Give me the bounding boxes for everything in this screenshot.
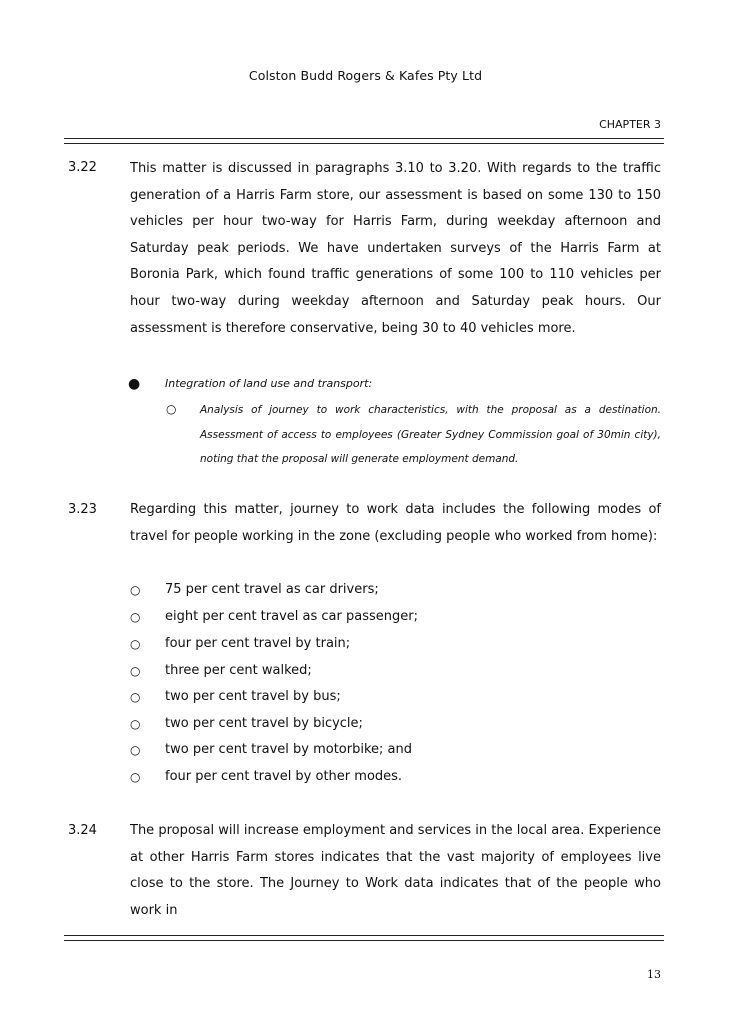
list-circle-icon: ○ — [130, 717, 141, 731]
paragraph-number: 3.24 — [68, 823, 97, 838]
header-rule — [64, 138, 664, 144]
list-circle-icon: ○ — [130, 664, 141, 678]
chapter-label: CHAPTER 3 — [599, 118, 661, 131]
company-header: Colston Budd Rogers & Kafes Pty Ltd — [248, 68, 483, 83]
paragraph-text: Regarding this matter, journey to work data includes the following modes of travel for people working in the zone (excluding people who worked from home): — [130, 502, 661, 544]
list-circle-icon: ○ — [130, 690, 141, 704]
list-circle-icon: ○ — [130, 743, 141, 757]
bullet-text: Integration of land use and transport: — [165, 377, 373, 390]
list-circle-icon: ○ — [130, 770, 141, 784]
list-item: four per cent travel by train; — [165, 636, 351, 651]
list-item: 75 per cent travel as car drivers; — [165, 582, 379, 597]
list-item: four per cent travel by other modes. — [165, 769, 403, 784]
list-item: two per cent travel by motorbike; and — [165, 742, 412, 757]
list-circle-icon: ○ — [130, 610, 141, 624]
sub-bullet-text: Analysis of journey to work characteristics, with the proposal as a destination. Assessment of access to employees (Greater Sydney Commission goal of 30min city), noting that the proposal will generate employment demand. — [200, 404, 661, 465]
list-circle-icon: ○ — [130, 583, 141, 597]
list-item: two per cent travel by bus; — [165, 689, 341, 704]
bullet-dot-icon: ● — [128, 376, 141, 392]
list-item: two per cent travel by bicycle; — [165, 716, 363, 731]
paragraph-text: This matter is discussed in paragraphs 3.10 to 3.20. With regards to the traffic generation of a Harris Farm store, our assessment is based on some 130 to 150 vehicles per hour two-way for Harris Farm, during weekday afternoon and Saturday peak periods. We have undertaken surveys of the Harris Farm at Boronia Park, which found traffic generations of some 100 to 110 vehicles per hour two-way during weekday afternoon and Saturday peak hours. Our assessment is therefore conservative, being 30 to 40 vehicles more. — [130, 161, 661, 336]
list-item: eight per cent travel as car passenger; — [165, 609, 418, 624]
list-item: three per cent walked; — [165, 663, 312, 678]
footer-rule — [64, 935, 664, 941]
page-number: 13 — [647, 968, 661, 981]
sub-bullet-circle-icon: ○ — [166, 402, 177, 416]
paragraph-number: 3.22 — [68, 160, 97, 175]
paragraph-text: The proposal will increase employment and services in the local area. Experience at other Harris Farm stores indicates that the vast majority of employees live close to the store. The Journey to Work data indicates that of the people who work in — [130, 823, 661, 918]
paragraph-number: 3.23 — [68, 502, 97, 517]
list-circle-icon: ○ — [130, 637, 141, 651]
